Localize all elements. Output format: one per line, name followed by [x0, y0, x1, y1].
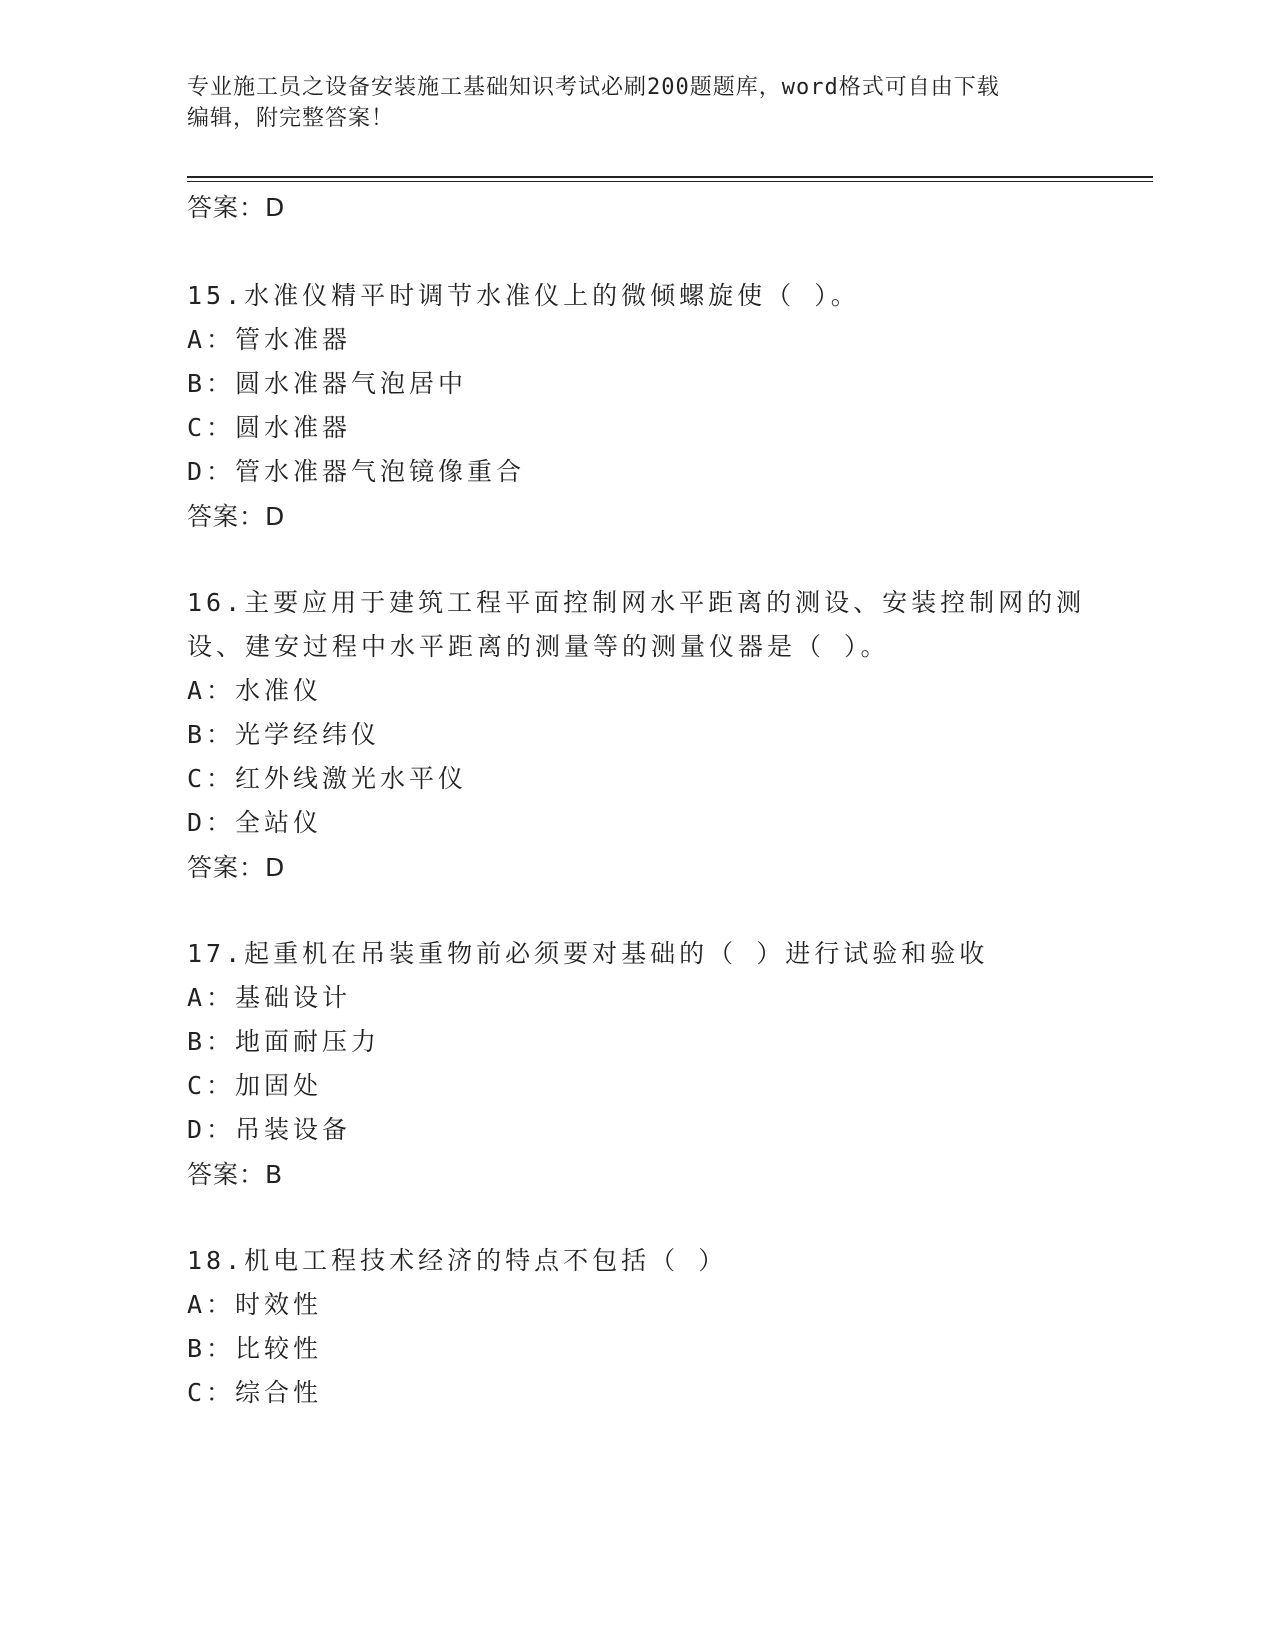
question-15-option-b: B：圆水准器气泡居中 [187, 369, 468, 398]
question-18-option-b: B：比较性 [187, 1334, 323, 1363]
question-15-option-c: C：圆水准器 [187, 413, 352, 442]
question-16-option-c: C：红外线激光水平仪 [187, 764, 468, 793]
header-title-line-1: 专业施工员之设备安装施工基础知识考试必刷200题题库，word格式可自由下载 [187, 75, 1000, 100]
question-16-option-d: D：全站仪 [187, 808, 323, 837]
question-17-option-a: A：基础设计 [187, 983, 352, 1012]
question-17-stem: 17.起重机在吊装重物前必须要对基础的（ ）进行试验和验收 [187, 939, 989, 968]
question-15-stem: 15.水准仪精平时调节水准仪上的微倾螺旋使（ ）。 [187, 281, 860, 310]
question-16-option-a: A：水准仪 [187, 676, 323, 705]
header-title-line-2: 编辑，附完整答案！ [187, 106, 395, 131]
question-15-option-d: D：管水准器气泡镜像重合 [187, 457, 526, 486]
question-18-option-a: A：时效性 [187, 1290, 323, 1319]
question-16-answer: 答案：D [187, 853, 286, 882]
header-divider-thin [187, 181, 1153, 182]
question-15-answer: 答案：D [187, 502, 286, 531]
question-18-stem: 18.机电工程技术经济的特点不包括（ ） [187, 1246, 728, 1275]
question-17-option-b: B：地面耐压力 [187, 1027, 381, 1056]
question-18-option-c: C：综合性 [187, 1378, 323, 1407]
document-header [187, 72, 1067, 134]
header-divider-thick [187, 176, 1153, 178]
question-17-option-c: C：加固处 [187, 1071, 323, 1100]
previous-answer: 答案：D [187, 193, 286, 222]
question-16-option-b: B：光学经纬仪 [187, 720, 381, 749]
question-15-option-a: A：管水准器 [187, 325, 352, 354]
question-16-stem-line-2: 设、建安过程中水平距离的测量等的测量仪器是（ ）。 [187, 632, 890, 661]
question-17-answer: 答案：B [187, 1160, 284, 1189]
question-17-option-d: D：吊装设备 [187, 1115, 352, 1144]
question-16-stem-line-1: 16.主要应用于建筑工程平面控制网水平距离的测设、安装控制网的测 [187, 588, 1086, 617]
